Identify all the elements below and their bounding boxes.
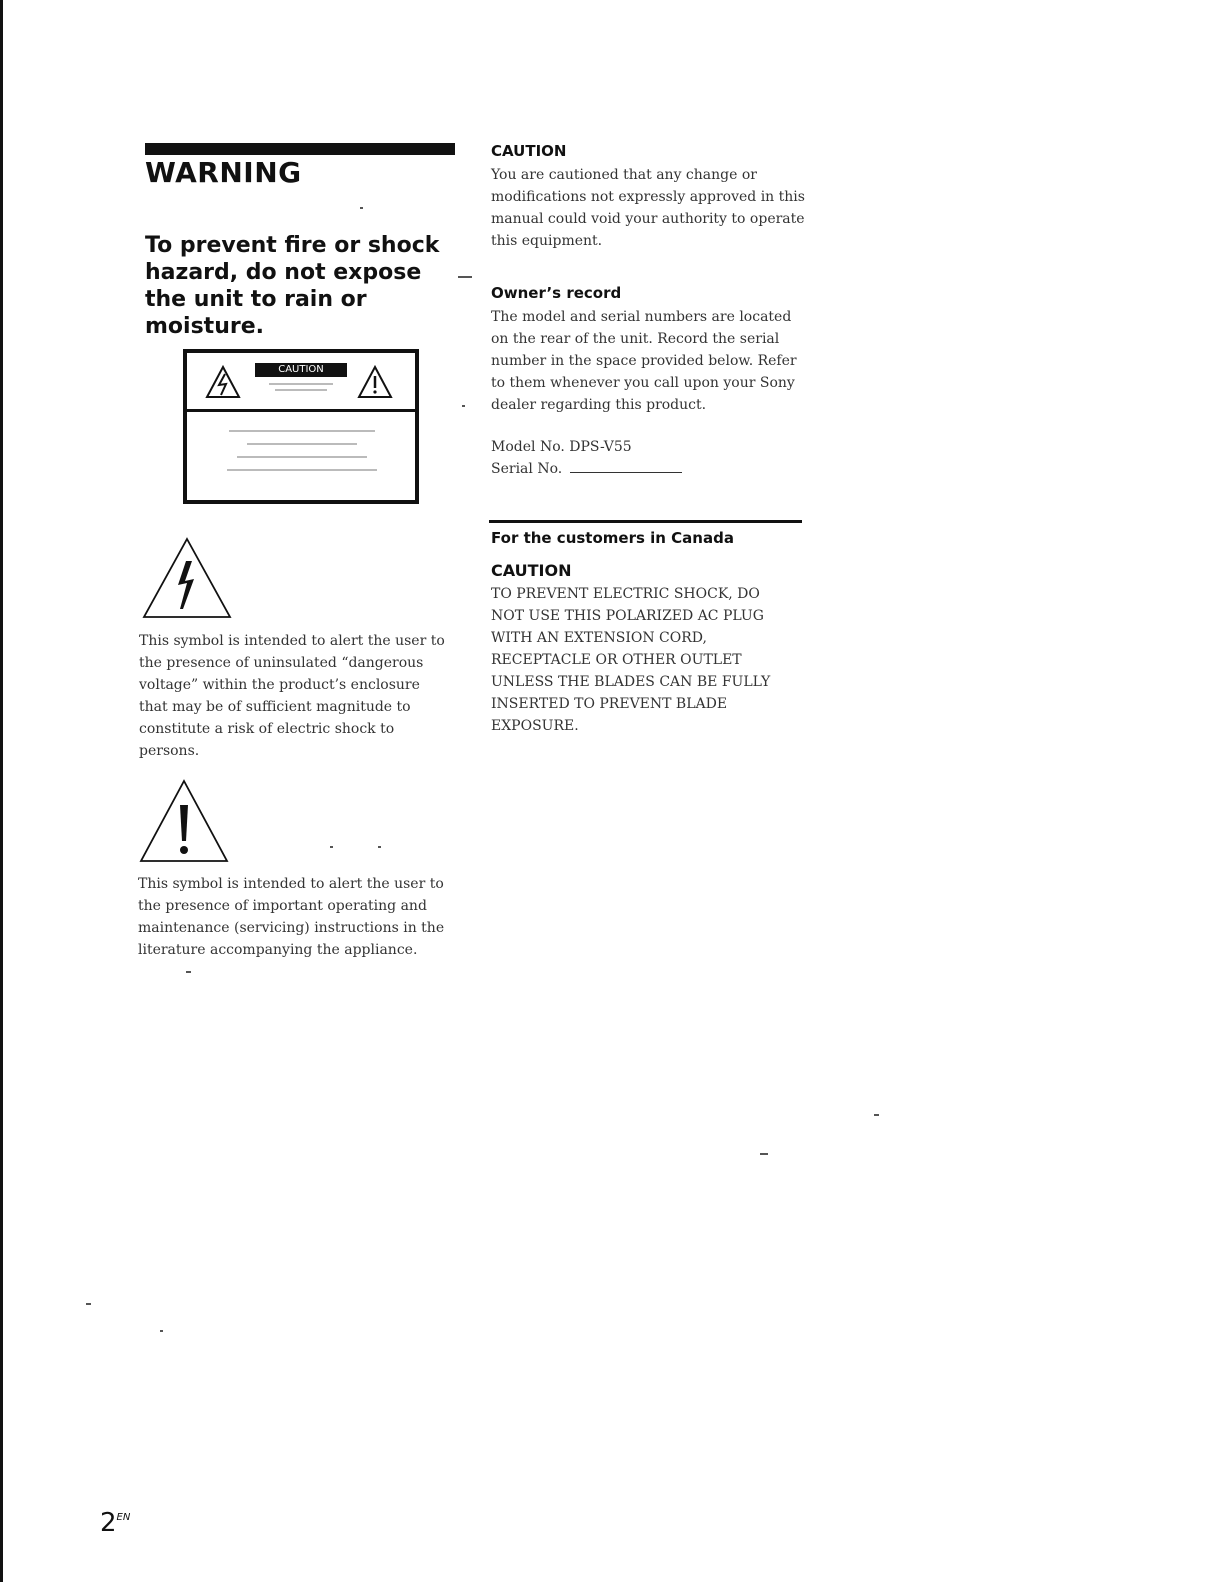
label-fine-print <box>247 443 357 445</box>
scan-speck <box>160 1330 163 1332</box>
model-number: Model No. DPS-V55 <box>491 439 632 455</box>
serial-number-line <box>491 458 806 480</box>
scan-edge-line <box>0 0 3 1582</box>
warning-bar <box>145 143 455 155</box>
label-fine-print <box>237 456 367 458</box>
label-fine-print <box>229 430 375 432</box>
label-exclamation-icon <box>357 365 393 399</box>
exclamation-symbol-description: This symbol is intended to alert the user to the presence of important operating and maintenance (servicing) instructions in the literature accompanying the appliance. <box>138 876 445 958</box>
label-caption: CAUTION <box>255 363 347 377</box>
label-fine-print <box>227 469 377 471</box>
caution-label <box>183 349 419 504</box>
label-divider <box>187 409 415 412</box>
caution-text: You are cautioned that any change or modifications not expressly approved in this manual could void your authority to operate this equipment. <box>491 167 805 249</box>
warning-title: WARNING <box>145 156 302 189</box>
canada-section-rule <box>489 520 802 523</box>
scan-speck <box>86 1303 91 1305</box>
scan-speck <box>330 846 333 848</box>
lightning-warning-icon <box>142 537 232 619</box>
scan-speck <box>360 207 363 209</box>
scan-speck <box>458 276 472 278</box>
owners-record-text: The model and serial numbers are located on the rear of the unit. Record the serial number in the space provided below. Refer to them whenever you call upon your Sony dealer regarding this product. <box>491 309 797 413</box>
canada-caution-heading: CAUTION <box>491 561 572 580</box>
serial-number-blank <box>570 458 682 473</box>
lightning-symbol-description: This symbol is intended to alert the user to the presence of uninsulated “dangerous voltage” within the product’s enclosure that may be of sufficient magnitude to constitute a risk of electric shock to persons. <box>139 633 445 759</box>
serial-number-label: Serial No. <box>491 461 563 477</box>
canada-caution-text: TO PREVENT ELECTRIC SHOCK, DO NOT USE THIS POLARIZED AC PLUG WITH AN EXTENSION CORD, RECEPTACLE OR OTHER OUTLET UNLESS THE BLADES CAN BE FULLY INSERTED TO PREVENT BLADE EXPOSURE. <box>491 586 771 734</box>
scan-speck <box>760 1153 768 1155</box>
label-lightning-icon <box>205 365 241 399</box>
canada-heading: For the customers in Canada <box>491 529 734 547</box>
page-number-value: 2 <box>100 1508 117 1538</box>
page-number <box>100 1508 130 1538</box>
label-fine-print <box>269 383 333 385</box>
scan-speck <box>378 846 381 848</box>
page-number-suffix: EN <box>116 1512 131 1523</box>
label-fine-print <box>275 389 327 391</box>
hazard-statement: To prevent fire or shock hazard, do not expose the unit to rain or moisture. <box>145 233 440 339</box>
scan-speck <box>462 405 465 407</box>
scan-speck <box>186 971 191 973</box>
owners-record-heading: Owner’s record <box>491 284 622 302</box>
caution-heading: CAUTION <box>491 142 567 160</box>
exclamation-warning-icon <box>139 779 229 863</box>
scan-speck <box>874 1114 879 1116</box>
